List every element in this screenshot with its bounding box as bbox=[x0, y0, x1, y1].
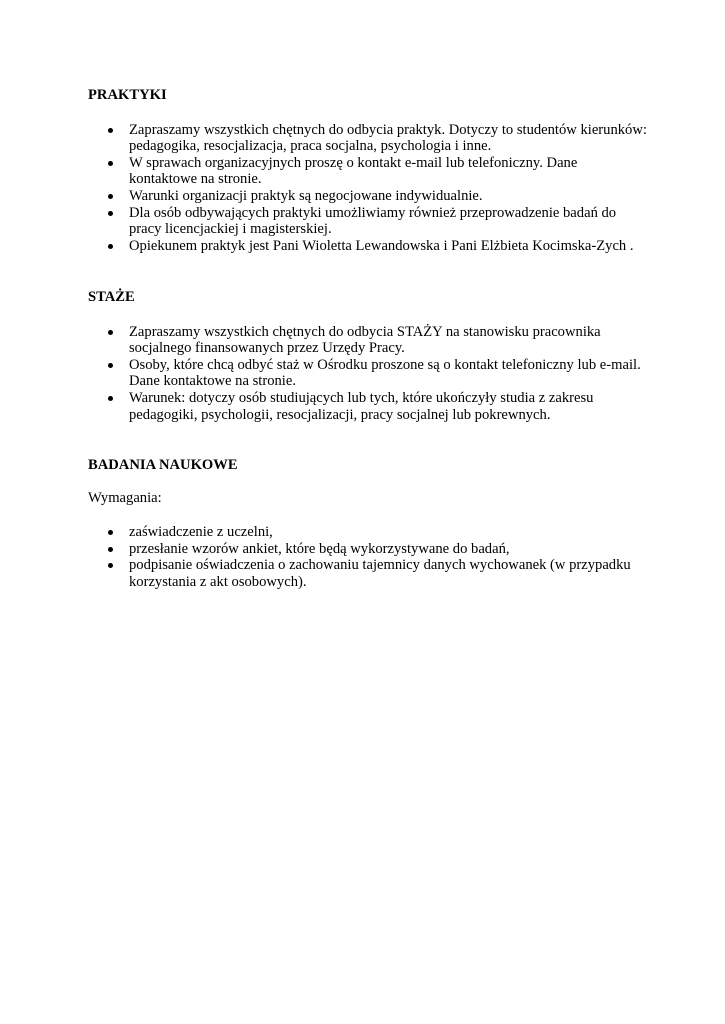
bullet-icon bbox=[108, 161, 113, 166]
bullet-icon bbox=[108, 563, 113, 568]
list-item: podpisanie oświadczenia o zachowaniu tajemnicy danych wychowanek (w przypadku korzystania z akt osobowych). bbox=[88, 557, 648, 590]
section-badania bbox=[88, 457, 648, 591]
badania-list bbox=[88, 524, 648, 590]
list-item: Osoby, które chcą odbyć staż w Ośrodku proszone są o kontakt telefoniczny lub e-mail. Dane kontaktowe na stronie. bbox=[88, 357, 648, 390]
list-item: zaświadczenie z uczelni, bbox=[88, 524, 648, 541]
section-praktyki bbox=[88, 87, 648, 254]
bullet-icon bbox=[108, 363, 113, 368]
bullet-icon bbox=[108, 211, 113, 216]
list-item: Warunek: dotyczy osób studiujących lub tych, które ukończyły studia z zakresu pedagogiki, psychologii, resocjalizacji, pracy socjalnej lub pokrewnych. bbox=[88, 390, 648, 423]
bullet-icon bbox=[108, 547, 113, 552]
section-heading-staze: STAŻE bbox=[88, 289, 135, 305]
bullet-icon bbox=[108, 396, 113, 401]
bullet-icon bbox=[108, 530, 113, 535]
list-item: Dla osób odbywających praktyki umożliwiamy również przeprowadzenie badań do pracy licencjackiej i magisterskiej. bbox=[88, 205, 648, 238]
bullet-icon bbox=[108, 330, 113, 335]
bullet-icon bbox=[108, 194, 113, 199]
list-item: Opiekunem praktyk jest Pani Wioletta Lewandowska i Pani Elżbieta Kocimska-Zych . bbox=[88, 238, 648, 255]
list-item: przesłanie wzorów ankiet, które będą wykorzystywane do badań, bbox=[88, 541, 648, 558]
list-item: W sprawach organizacyjnych proszę o kontakt e-mail lub telefoniczny. Dane kontaktowe na stronie. bbox=[88, 155, 648, 188]
list-item: Zapraszamy wszystkich chętnych do odbycia praktyk. Dotyczy to studentów kierunków: pedagogika, resocjalizacja, praca socjalna, psychologia i inne. bbox=[88, 122, 648, 155]
staze-list bbox=[88, 324, 648, 424]
list-item: Zapraszamy wszystkich chętnych do odbycia STAŻY na stanowisku pracownika socjalnego finansowanych przez Urzędy Pracy. bbox=[88, 324, 648, 357]
praktyki-list bbox=[88, 122, 648, 255]
bullet-icon bbox=[108, 244, 113, 249]
bullet-icon bbox=[108, 128, 113, 133]
list-item: Warunki organizacji praktyk są negocjowane indywidualnie. bbox=[88, 188, 648, 205]
section-heading-praktyki: PRAKTYKI bbox=[88, 87, 167, 103]
section-staze bbox=[88, 289, 648, 423]
section-heading-badania: BADANIA NAUKOWE bbox=[88, 457, 238, 473]
requirements-intro: Wymagania: bbox=[88, 489, 162, 506]
